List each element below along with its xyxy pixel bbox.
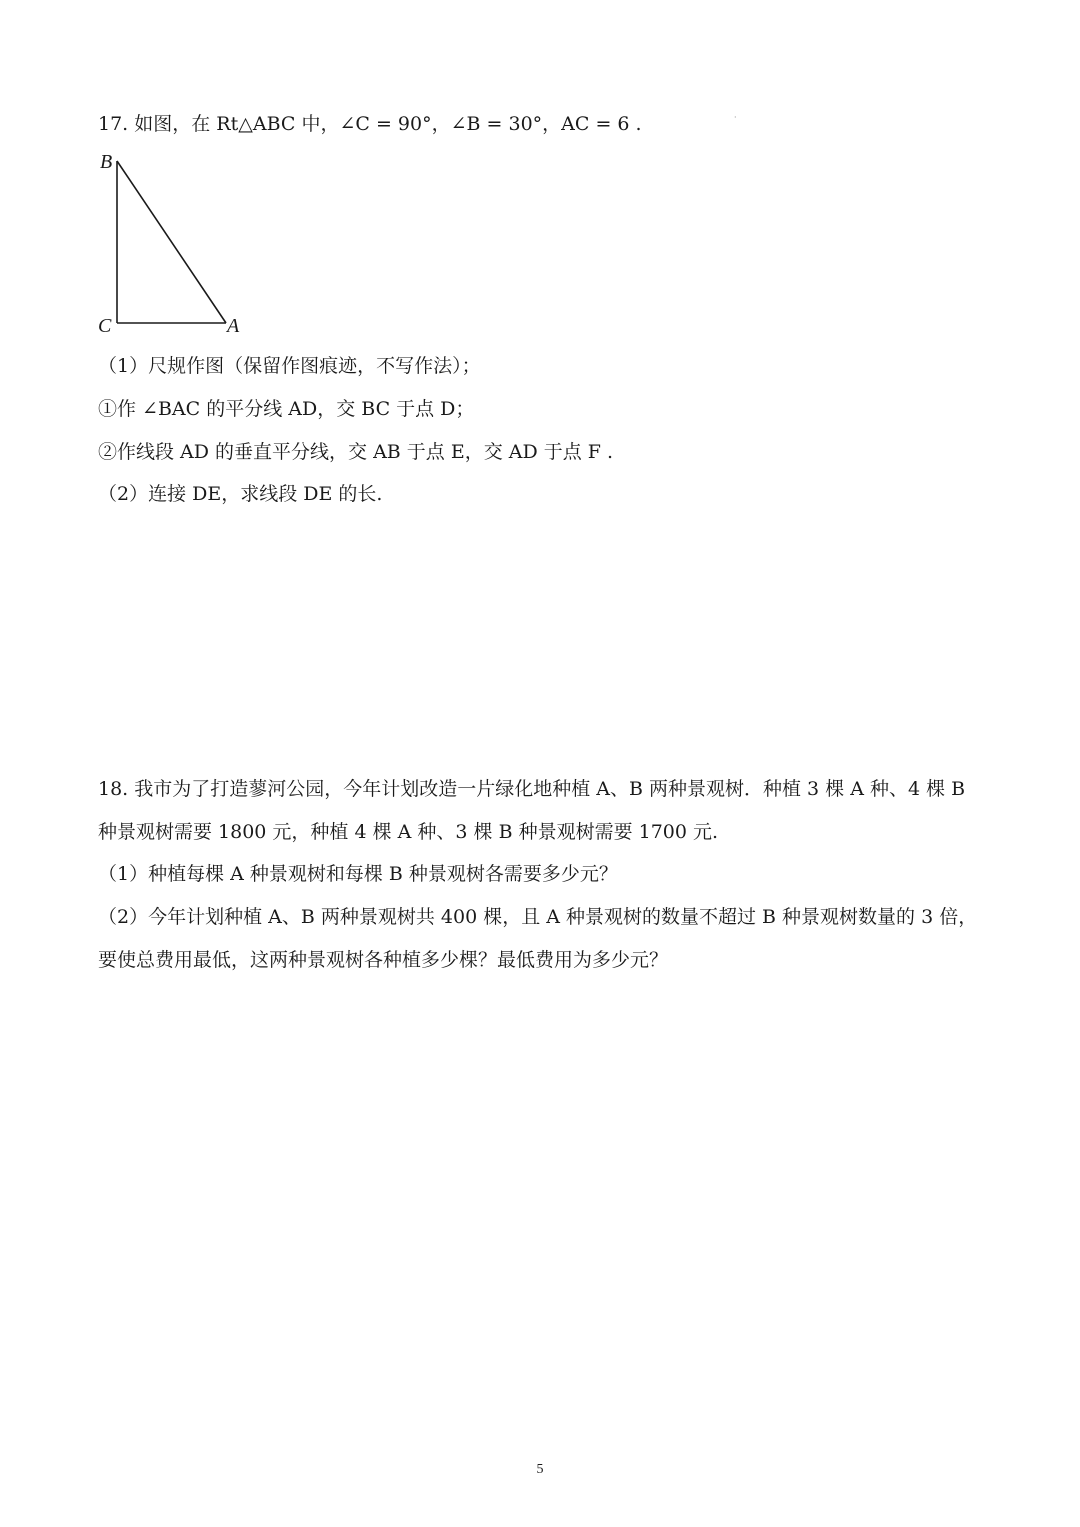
problem-18-statement: 18. 我市为了打造蓼河公园，今年计划改造一片绿化地种植 A、B 两种景观树．种植 3 棵 A 种、4 棵 B 种景观树需要 1800 元，种植 4 棵 A 种、3 棵 B 种景观树需要 1700 元. bbox=[98, 778, 966, 843]
problem-18-part-2: （2）今年计划种植 A、B 两种景观树共 400 棵，且 A 种景观树的数量不超过 B 种景观树数量的 3 倍，要使总费用最低，这两种景观树各种植多少棵？最低费用为多少元？ bbox=[98, 906, 978, 971]
problem-17-statement: 17. 如图，在 Rt△ABC 中，∠C = 90°，∠B = 30°，AC = 6 . bbox=[98, 113, 642, 135]
triangle-diagram bbox=[96, 150, 256, 340]
page-number: 5 bbox=[536, 1462, 544, 1477]
problem-17-part-2: （2）连接 DE，求线段 DE 的长. bbox=[98, 483, 383, 505]
vertex-a-label: A bbox=[227, 315, 240, 337]
side-ab bbox=[117, 161, 226, 323]
problem-18-part-1: （1）种植每棵 A 种景观树和每棵 B 种景观树各需要多少元？ bbox=[98, 863, 618, 885]
scan-speck: · bbox=[734, 113, 737, 122]
vertex-c-label: C bbox=[98, 315, 112, 337]
problem-17-step-2: ②作线段 AD 的垂直平分线，交 AB 于点 E，交 AD 于点 F . bbox=[98, 441, 614, 463]
vertex-b-label: B bbox=[100, 151, 113, 173]
problem-17-part-1-intro: （1）尺规作图（保留作图痕迹，不写作法）； bbox=[98, 355, 481, 377]
problem-17-step-1: ①作 ∠BAC 的平分线 AD，交 BC 于点 D； bbox=[98, 398, 475, 420]
triangle-svg bbox=[96, 150, 256, 340]
